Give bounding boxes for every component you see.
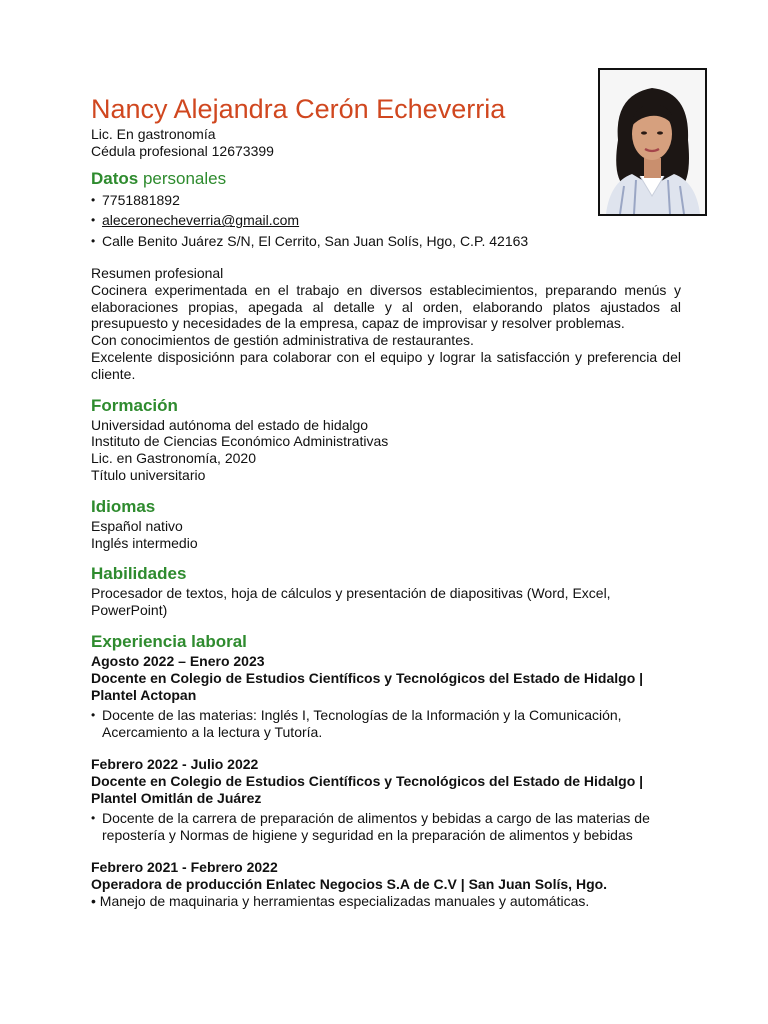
section-habilidades-label: Habilidades — [91, 564, 187, 584]
job-entry — [91, 756, 681, 844]
resumen-paragraph-1: Cocinera experimentada en el trabajo en diversos establecimientos, preparando menús y elaboraciones propias, apegada al detalle y al orden, elaborando platos ajustados al presupuesto y necesidades de la empresa, capaz de improvisar y resolver problemas. — [91, 281, 681, 332]
job-role: Docente en Colegio de Estudios Científicos y Tecnológicos del Estado de Hidalgo | Plantel Omitlán de Juárez — [91, 772, 644, 806]
job-dates: Agosto 2022 – Enero 2023 — [91, 652, 265, 669]
section-formacion — [91, 395, 681, 417]
formacion-line: Instituto de Ciencias Económico Administrativas — [91, 433, 389, 450]
section-idiomas — [91, 496, 681, 518]
job-entry — [91, 859, 681, 909]
contact-email-item — [91, 212, 681, 229]
job-role: Operadora de producción Enlatec Negocios S.A de C.V | San Juan Solís, Hgo. — [91, 875, 608, 892]
job-bullets — [91, 810, 681, 844]
formacion-line: Lic. en Gastronomía, 2020 — [91, 450, 256, 467]
resumen-paragraph-3: Excelente disposiciónn para colaborar con el equipo y lograr la satisfacción y preferencia del cliente. — [91, 348, 681, 382]
contact-list — [91, 192, 681, 250]
section-datos-rest: personales — [138, 168, 227, 188]
section-datos-bold: Datos — [91, 168, 139, 188]
candidate-name: Nancy Alejandra Cerón Echeverria — [91, 94, 506, 124]
job-dates: Febrero 2022 - Julio 2022 — [91, 755, 259, 772]
job-bullet: • Docente de las materias: Inglés I, Tecnologías de la Información y la Comunicación, Acercamiento a la lectura y Tutoría. — [91, 707, 681, 741]
job-bullet: • Docente de la carrera de preparación de alimentos y bebidas a cargo de las materias de repostería y Normas de higiene y seguridad en la preparación de alimentos y bebidas — [91, 810, 681, 844]
contact-address: • Calle Benito Juárez S/N, El Cerrito, San Juan Solís, Hgo, C.P. 42163 — [91, 233, 681, 250]
idioma-line: Español nativo — [91, 517, 183, 534]
resumen-title: Resumen profesional — [91, 264, 224, 281]
section-formacion-label: Formación — [91, 395, 178, 415]
professional-license: Cédula profesional 12673399 — [91, 142, 274, 159]
email-link[interactable]: aleceronecheverria@gmail.com — [102, 212, 300, 229]
contact-phone: • 7751881892 — [91, 192, 681, 209]
job-bullets — [91, 707, 681, 741]
job-bullet: • Manejo de maquinaria y herramientas especializadas manuales y automáticas. — [91, 892, 590, 909]
section-datos-personales — [91, 168, 681, 190]
formacion-line: Título universitario — [91, 466, 206, 483]
habilidades-text: Procesador de textos, hoja de cálculos y presentación de diapositivas (Word, Excel, PowerPoint) — [91, 585, 611, 619]
section-habilidades — [91, 563, 681, 585]
job-dates: Febrero 2021 - Febrero 2022 — [91, 858, 278, 875]
formacion-line: Universidad autónoma del estado de hidalgo — [91, 416, 369, 433]
degree: Lic. En gastronomía — [91, 126, 216, 142]
section-idiomas-label: Idiomas — [91, 496, 156, 516]
idioma-line: Inglés intermedio — [91, 534, 198, 551]
section-experiencia-label: Experiencia laboral — [91, 631, 247, 651]
resumen-paragraph-2: Con conocimientos de gestión administrativa de restaurantes. — [91, 332, 474, 349]
cv-document — [91, 92, 681, 909]
job-entry — [91, 653, 681, 741]
section-experiencia — [91, 631, 681, 653]
job-role: Docente en Colegio de Estudios Científicos y Tecnológicos del Estado de Hidalgo | Plantel Actopan — [91, 669, 644, 703]
